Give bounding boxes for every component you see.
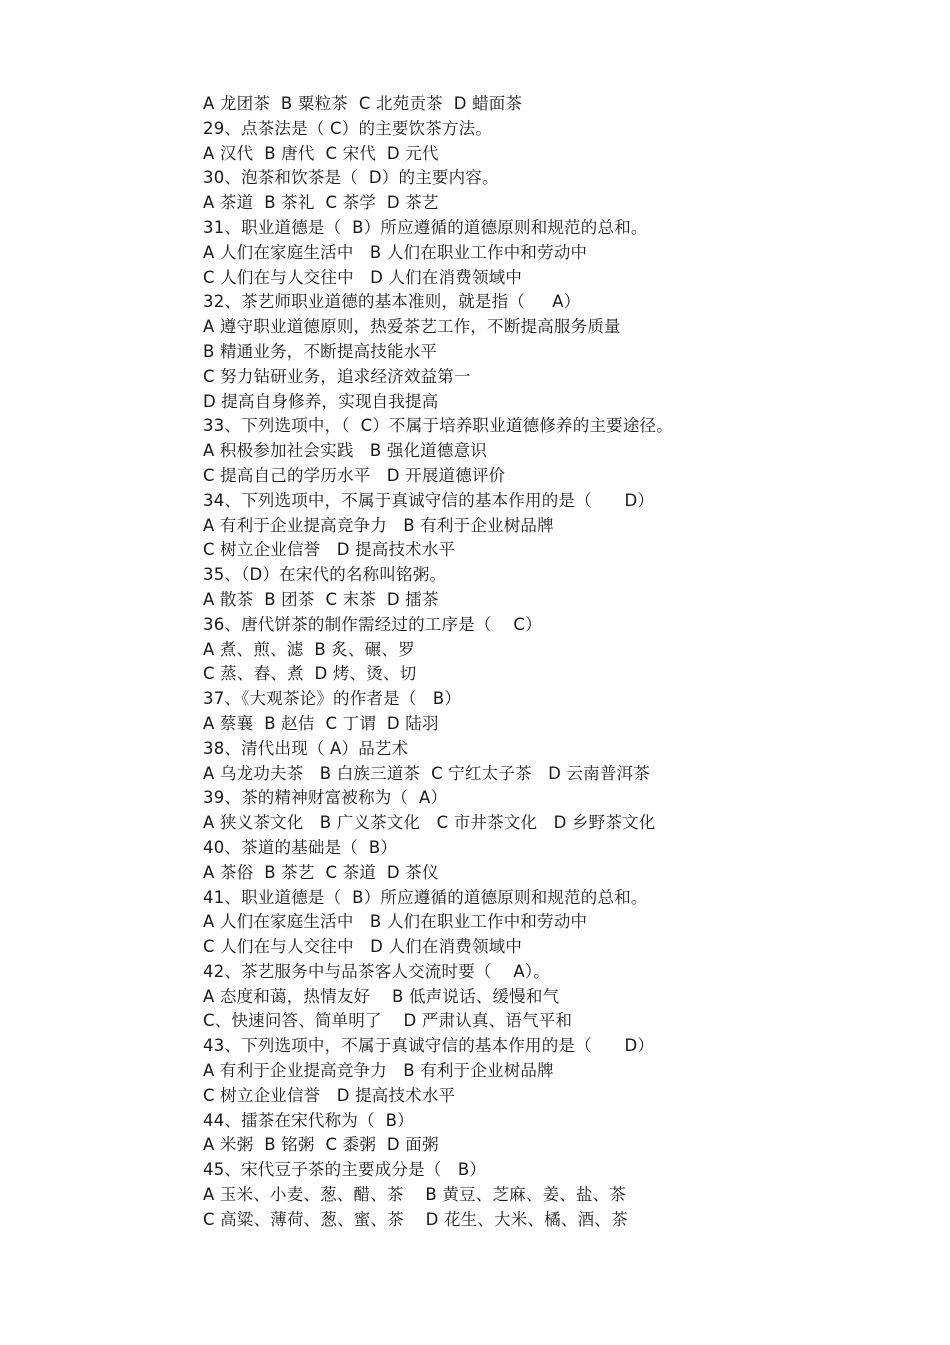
options-33-cd: C 提高自己的学历水平 D 开展道德评价 [203, 465, 506, 485]
option-32-d: D 提高自身修养，实现自我提高 [203, 391, 439, 411]
options-34-ab: A 有利于企业提高竞争力 B 有利于企业树品牌 [203, 515, 554, 535]
question-35: 35、（D）在宋代的名称叫铭粥。 [203, 565, 447, 585]
options-43-cd: C 树立企业信誉 D 提高技术水平 [203, 1085, 456, 1105]
option-32-a: A 遵守职业道德原则，热爱茶艺工作，不断提高服务质量 [203, 317, 621, 337]
options-44: A 米粥 B 铭粥 C 黍粥 D 面粥 [203, 1135, 439, 1155]
options-42-cd: C、快速问答、简单明了 D 严肃认真、语气平和 [203, 1011, 573, 1031]
question-31: 31、职业道德是（ B）所应遵循的道德原则和规范的总和。 [203, 217, 648, 237]
options-45-ab: A 玉米、小麦、葱、醋、茶 B 黄豆、芝麻、姜、盐、茶 [203, 1185, 627, 1205]
options-45-cd: C 高粱、薄荷、葱、蜜、茶 D 花生、大米、橘、酒、茶 [203, 1209, 628, 1229]
options-36-ab: A 煮、煎、滤 B 炙、碾、罗 [203, 639, 415, 659]
question-41: 41、职业道德是（ B）所应遵循的道德原则和规范的总和。 [203, 887, 648, 907]
question-34: 34、下列选项中，不属于真诚守信的基本作用的是（ D） [203, 490, 655, 510]
options-34-cd: C 树立企业信誉 D 提高技术水平 [203, 540, 456, 560]
options-30: A 茶道 B 茶礼 C 茶学 D 茶艺 [203, 193, 439, 213]
options-33-ab: A 积极参加社会实践 B 强化道德意识 [203, 441, 488, 461]
options-38: A 乌龙功夫茶 B 白族三道茶 C 宁红太子茶 D 云南普洱茶 [203, 763, 650, 783]
document-page [203, 92, 923, 1233]
question-43: 43、下列选项中，不属于真诚守信的基本作用的是（ D） [203, 1036, 655, 1056]
question-42: 42、茶艺服务中与品茶客人交流时要（ A）。 [203, 961, 551, 981]
question-39: 39、茶的精神财富被称为（ A） [203, 788, 448, 808]
options-41-ab: A 人们在家庭生活中 B 人们在职业工作中和劳动中 [203, 912, 588, 932]
question-32: 32、茶艺师职业道德的基本准则，就是指（ A） [203, 292, 581, 312]
options-31-ab: A 人们在家庭生活中 B 人们在职业工作中和劳动中 [203, 242, 588, 262]
question-45: 45、宋代豆子茶的主要成分是（ B） [203, 1160, 487, 1180]
options-36-cd: C 蒸、舂、煮 D 烤、烫、切 [203, 664, 417, 684]
question-38: 38、清代出现（ A）品艺术 [203, 738, 409, 758]
question-37: 37、《大观茶论》的作者是（ B） [203, 689, 462, 709]
options-41-cd: C 人们在与人交往中 D 人们在消费领域中 [203, 937, 523, 957]
option-32-c: C 努力钻研业务，追求经济效益第一 [203, 366, 471, 386]
question-30: 30、泡茶和饮茶是（ D）的主要内容。 [203, 168, 499, 188]
options-40: A 茶俗 B 茶艺 C 茶道 D 茶仪 [203, 862, 439, 882]
question-29: 29、点茶法是（ C）的主要饮茶方法。 [203, 118, 493, 138]
options-35: A 散茶 B 团茶 C 末茶 D 擂茶 [203, 589, 439, 609]
question-44: 44、擂茶在宋代称为（ B） [203, 1110, 414, 1130]
options-31-cd: C 人们在与人交往中 D 人们在消费领域中 [203, 267, 523, 287]
options-42-ab: A 态度和蔼，热情友好 B 低声说话、缓慢和气 [203, 986, 560, 1006]
options-37: A 蔡襄 B 赵佶 C 丁谓 D 陆羽 [203, 713, 439, 733]
question-36: 36、唐代饼茶的制作需经过的工序是（ C） [203, 614, 542, 634]
options-29: A 汉代 B 唐代 C 宋代 D 元代 [203, 143, 439, 163]
question-40: 40、茶道的基础是（ B） [203, 837, 398, 857]
options-43-ab: A 有利于企业提高竞争力 B 有利于企业树品牌 [203, 1061, 554, 1081]
options-39: A 狭义茶文化 B 广义茶文化 C 市井茶文化 D 乡野茶文化 [203, 813, 656, 833]
question-33: 33、下列选项中，（ C）不属于培养职业道德修养的主要途径。 [203, 416, 673, 436]
option-32-b: B 精通业务，不断提高技能水平 [203, 341, 438, 361]
text-line: A 龙团茶 B 粟粒茶 C 北苑贡茶 D 蜡面茶 [203, 94, 523, 113]
